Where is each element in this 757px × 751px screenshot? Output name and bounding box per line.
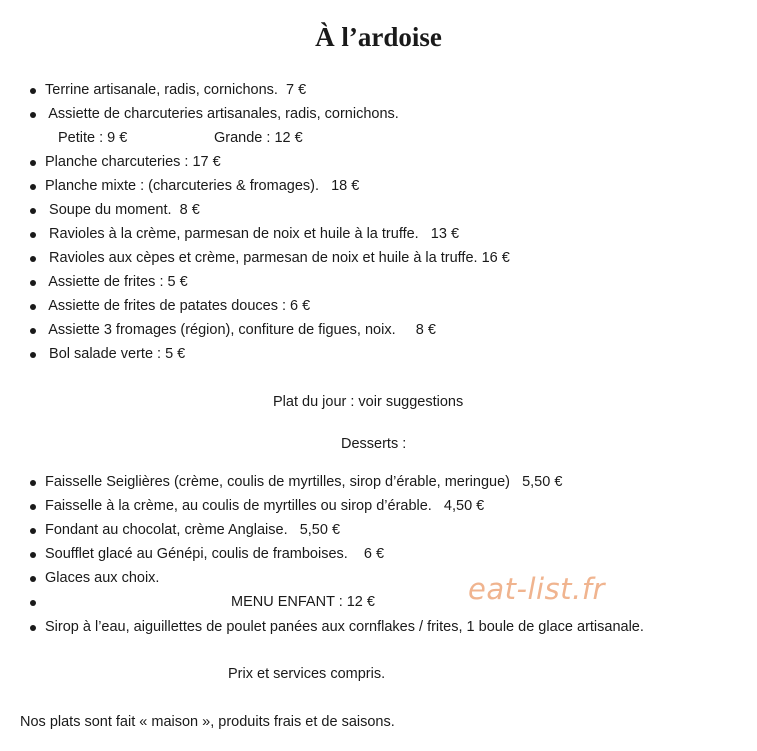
list-item-text: Terrine artisanale, radis, cornichons. 7 € bbox=[45, 82, 307, 98]
bullet-icon bbox=[30, 112, 36, 118]
bullet-icon bbox=[30, 504, 36, 510]
prix-note: Prix et services compris. bbox=[228, 666, 386, 682]
list-item-text: Ravioles à la crème, parmesan de noix et huile à la truffe. 13 € bbox=[45, 226, 460, 242]
footer-note: Nos plats sont fait « maison », produits frais et de saisons. bbox=[20, 714, 395, 730]
bullet-icon bbox=[30, 280, 36, 286]
menu-enfant-heading: MENU ENFANT : 12 € bbox=[231, 594, 375, 610]
list-item-text: Soupe du moment. 8 € bbox=[45, 202, 200, 218]
bullet-icon bbox=[30, 328, 36, 334]
bullet-icon bbox=[30, 480, 36, 486]
desserts-heading: Desserts : bbox=[341, 436, 407, 452]
bullet-icon bbox=[30, 528, 36, 534]
bullet-icon bbox=[30, 256, 36, 262]
list-item-text: Fondant au chocolat, crème Anglaise. 5,50 € bbox=[45, 522, 341, 538]
list-item-text: Assiette de frites de patates douces : 6 € bbox=[45, 298, 311, 314]
list-item-text: Faisselle à la crème, au coulis de myrtilles ou sirop d’érable. 4,50 € bbox=[45, 498, 485, 514]
bullet-icon bbox=[30, 160, 36, 166]
list-item-text: Faisselle Seiglières (crème, coulis de myrtilles, sirop d’érable, meringue) 5,50 € bbox=[45, 474, 563, 490]
bullet-icon bbox=[30, 625, 36, 631]
plat-du-jour: Plat du jour : voir suggestions bbox=[273, 394, 464, 410]
bullet-icon bbox=[30, 184, 36, 190]
list-item-text: Glaces aux choix. bbox=[45, 570, 160, 586]
bullet-icon bbox=[30, 576, 36, 582]
bullet-icon bbox=[30, 600, 36, 606]
list-item-text: Soufflet glacé au Génépi, coulis de framboises. 6 € bbox=[45, 546, 385, 562]
list-item-text: Sirop à l’eau, aiguillettes de poulet panées aux cornflakes / frites, 1 boule de glace artisanale. bbox=[45, 619, 644, 635]
list-item-text: Assiette 3 fromages (région), confiture de figues, noix. 8 € bbox=[45, 322, 436, 338]
bullet-icon bbox=[30, 552, 36, 558]
page-title: À l’ardoise bbox=[315, 22, 442, 52]
bullet-icon bbox=[30, 208, 36, 214]
watermark-logo: eat-list.fr bbox=[468, 572, 605, 606]
list-item-text: Assiette de charcuteries artisanales, radis, cornichons. bbox=[45, 106, 399, 122]
list-item-text: Bol salade verte : 5 € bbox=[45, 346, 186, 362]
list-item-text: Planche mixte : (charcuteries & fromages). 18 € bbox=[45, 178, 360, 194]
bullet-icon bbox=[30, 232, 36, 238]
list-item-text: Planche charcuteries : 17 € bbox=[45, 154, 221, 170]
list-item-text: Assiette de frites : 5 € bbox=[45, 274, 188, 290]
bullet-icon bbox=[30, 352, 36, 358]
bullet-icon bbox=[30, 304, 36, 310]
size-grande: Grande : 12 € bbox=[214, 130, 303, 146]
list-item-text: Ravioles aux cèpes et crème, parmesan de noix et huile à la truffe. 16 € bbox=[45, 250, 510, 266]
bullet-icon bbox=[30, 88, 36, 94]
size-petite: Petite : 9 € bbox=[58, 130, 128, 146]
